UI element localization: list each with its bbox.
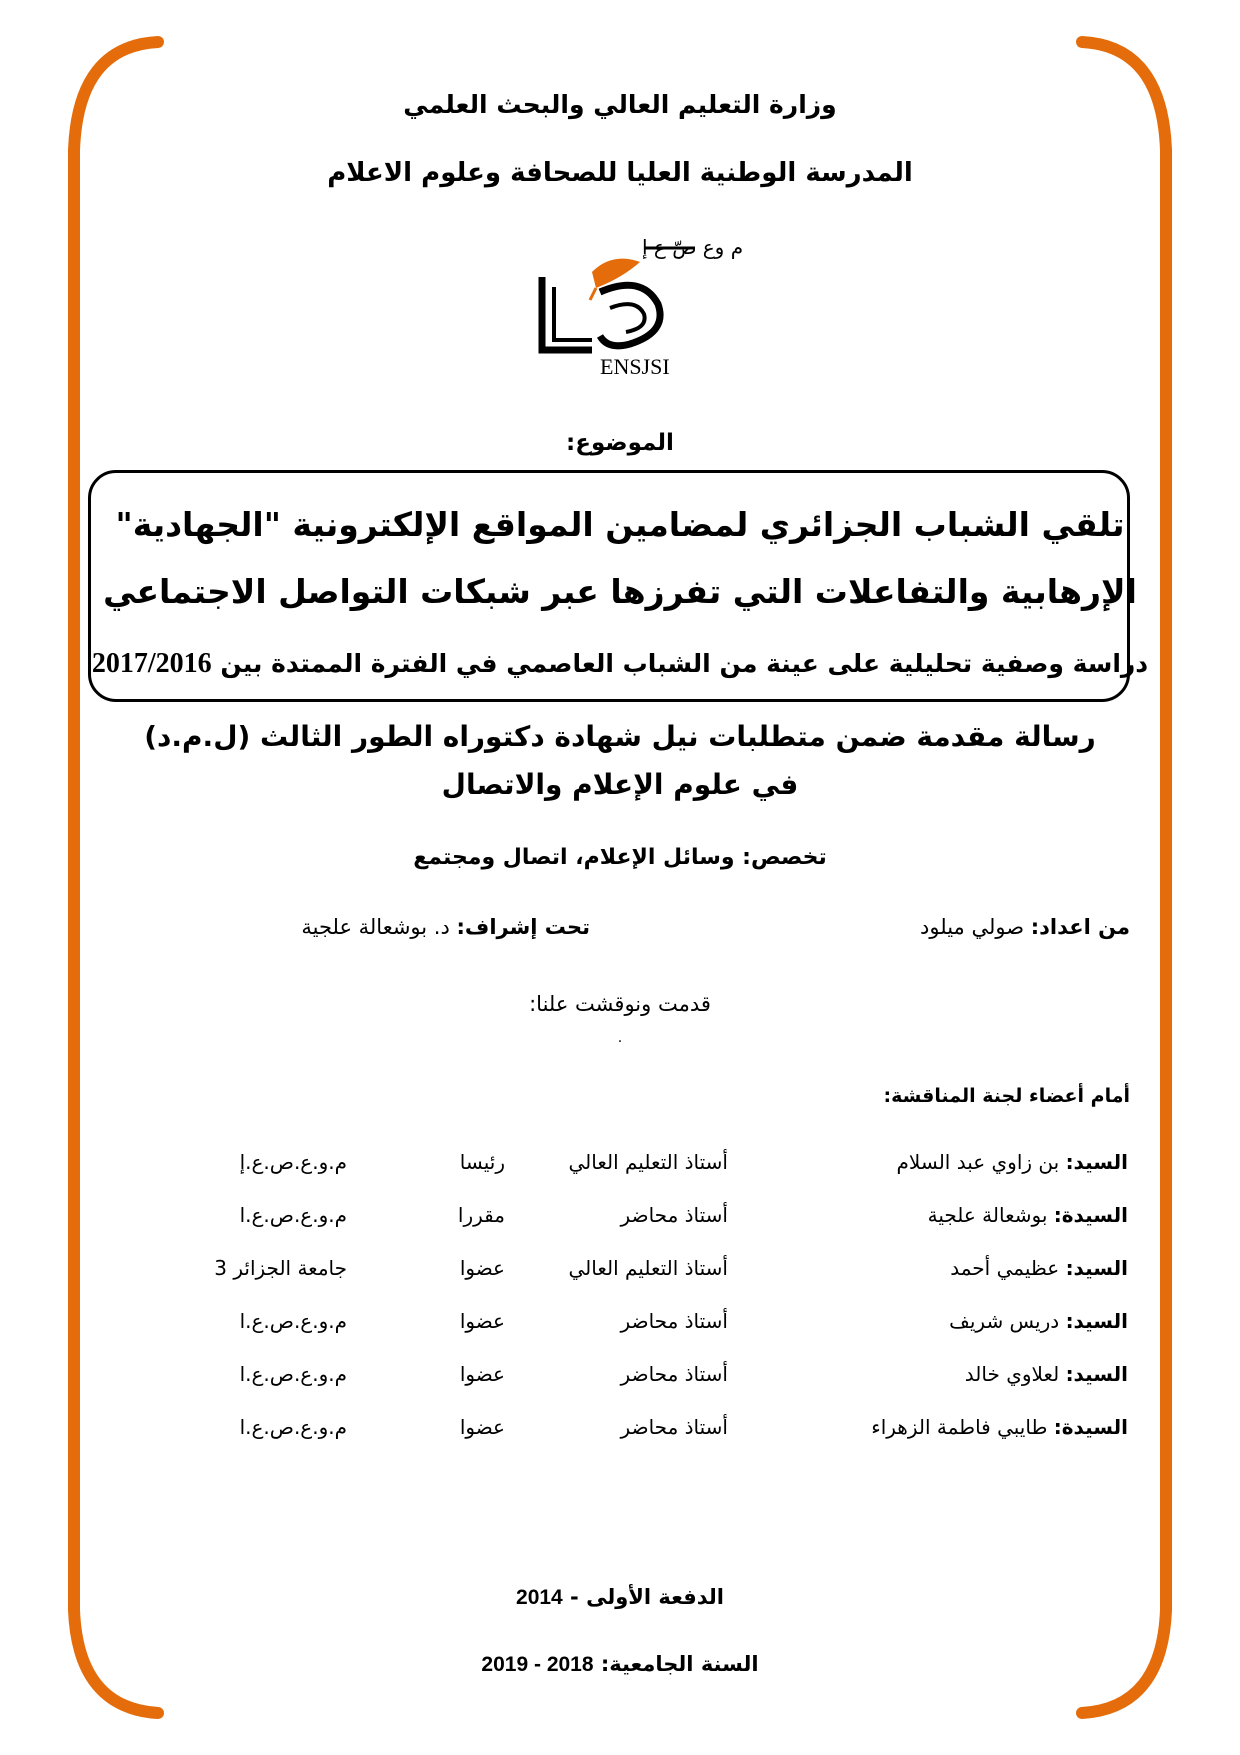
dot: . xyxy=(617,1030,623,1046)
member-name: بن زاوي عبد السلام xyxy=(896,1150,1060,1174)
prepared-by xyxy=(920,915,1130,939)
school-name: المدرسة الوطنية العليا للصحافة وعلوم الاعلام xyxy=(327,158,913,188)
member-role: عضوا xyxy=(459,1362,505,1386)
right-bracket xyxy=(1082,42,1166,1713)
defended-text: قدمت ونوقشت علنا: xyxy=(529,992,711,1016)
thesis-title-line2: الإرهابية والتفاعلات التي تفرزها عبر شبكات التواصل الاجتماعي xyxy=(103,572,1137,611)
member-name: لعلاوي خالد xyxy=(964,1362,1060,1386)
member-institution: م.و.ع.ص.ع.ا xyxy=(239,1415,347,1439)
member-role: رئيسا xyxy=(459,1150,505,1174)
member-name: عظيمي أحمد xyxy=(950,1256,1060,1280)
study-prefix: دراسة وصفية تحليلية على عينة من الشباب العاصمي في الفترة الممتدة بين xyxy=(211,649,1149,678)
committee-label: أمام أعضاء لجنة المناقشة: xyxy=(883,1085,1130,1107)
member-title: السيد: xyxy=(1065,1150,1128,1174)
member-rank: أستاذ محاضر xyxy=(620,1415,728,1439)
subject-label: الموضوع: xyxy=(566,430,674,456)
member-rank: أستاذ التعليم العالي xyxy=(568,1150,728,1174)
academic-year-label: السنة الجامعية: xyxy=(593,1652,759,1676)
member-title: السيدة: xyxy=(1053,1415,1128,1439)
committee-row xyxy=(0,1362,1240,1402)
member-rank: أستاذ محاضر xyxy=(620,1203,728,1227)
member-institution: م.و.ع.ص.ع.ا xyxy=(239,1362,347,1386)
batch-label: الدفعة الأولى - xyxy=(562,1585,724,1609)
member-name: دريس شريف xyxy=(949,1309,1060,1333)
thesis-title-line1: تلقي الشباب الجزائري لمضامين المواقع الإلكترونية "الجهادية" xyxy=(115,505,1125,544)
member-title: السيد: xyxy=(1065,1309,1128,1333)
supervisor-label: تحت إشراف: xyxy=(456,915,590,939)
member-institution: م.و.ع.ص.ع.إ xyxy=(239,1150,347,1174)
supervised-by xyxy=(301,915,590,939)
specialization: تخصص: وسائل الإعلام، اتصال ومجتمع xyxy=(413,845,827,870)
member-rank: أستاذ محاضر xyxy=(620,1362,728,1386)
member-role: مقررا xyxy=(457,1203,505,1227)
member-role: عضوا xyxy=(459,1309,505,1333)
academic-year-value: 2018 - 2019 xyxy=(481,1653,594,1676)
batch xyxy=(0,1585,1240,1610)
member-institution: جامعة الجزائر 3 xyxy=(214,1256,347,1280)
academic-year xyxy=(0,1652,1240,1677)
member-name: بوشعالة علجية xyxy=(927,1203,1048,1227)
degree-line2: في علوم الإعلام والاتصال xyxy=(441,768,799,801)
author-name: صولي ميلود xyxy=(920,915,1025,939)
batch-year: 2014 xyxy=(516,1586,563,1609)
member-name: طايبي فاطمة الزهراء xyxy=(871,1415,1048,1439)
member-title: السيد: xyxy=(1065,1362,1128,1386)
member-title: السيدة: xyxy=(1053,1203,1128,1227)
ministry-name: وزارة التعليم العالي والبحث العلمي xyxy=(403,90,837,119)
committee-row xyxy=(0,1415,1240,1455)
school-logo xyxy=(530,232,744,382)
member-institution: م.و.ع.ص.ع.ا xyxy=(239,1203,347,1227)
committee-row xyxy=(0,1150,1240,1190)
left-bracket xyxy=(74,42,158,1713)
degree-line1: رسالة مقدمة ضمن متطلبات نيل شهادة دكتوراه الطور الثالث (ل.م.د) xyxy=(144,720,1096,753)
member-title: السيد: xyxy=(1065,1256,1128,1280)
member-role: عضوا xyxy=(459,1415,505,1439)
member-rank: أستاذ محاضر xyxy=(620,1309,728,1333)
member-rank: أستاذ التعليم العالي xyxy=(568,1256,728,1280)
logo-arabic-text: م وع صّ ع إ xyxy=(642,235,744,259)
committee-row xyxy=(0,1256,1240,1296)
study-years: 2017/2016 xyxy=(91,648,212,679)
committee-row xyxy=(0,1309,1240,1349)
study-description xyxy=(0,648,1240,680)
logo-latin-text: ENSJSI xyxy=(600,354,670,379)
supervisor-name: د. بوشعالة علجية xyxy=(301,915,450,939)
member-role: عضوا xyxy=(459,1256,505,1280)
committee-row xyxy=(0,1203,1240,1243)
member-institution: م.و.ع.ص.ع.ا xyxy=(239,1309,347,1333)
prepared-by-label: من اعداد: xyxy=(1030,915,1130,939)
